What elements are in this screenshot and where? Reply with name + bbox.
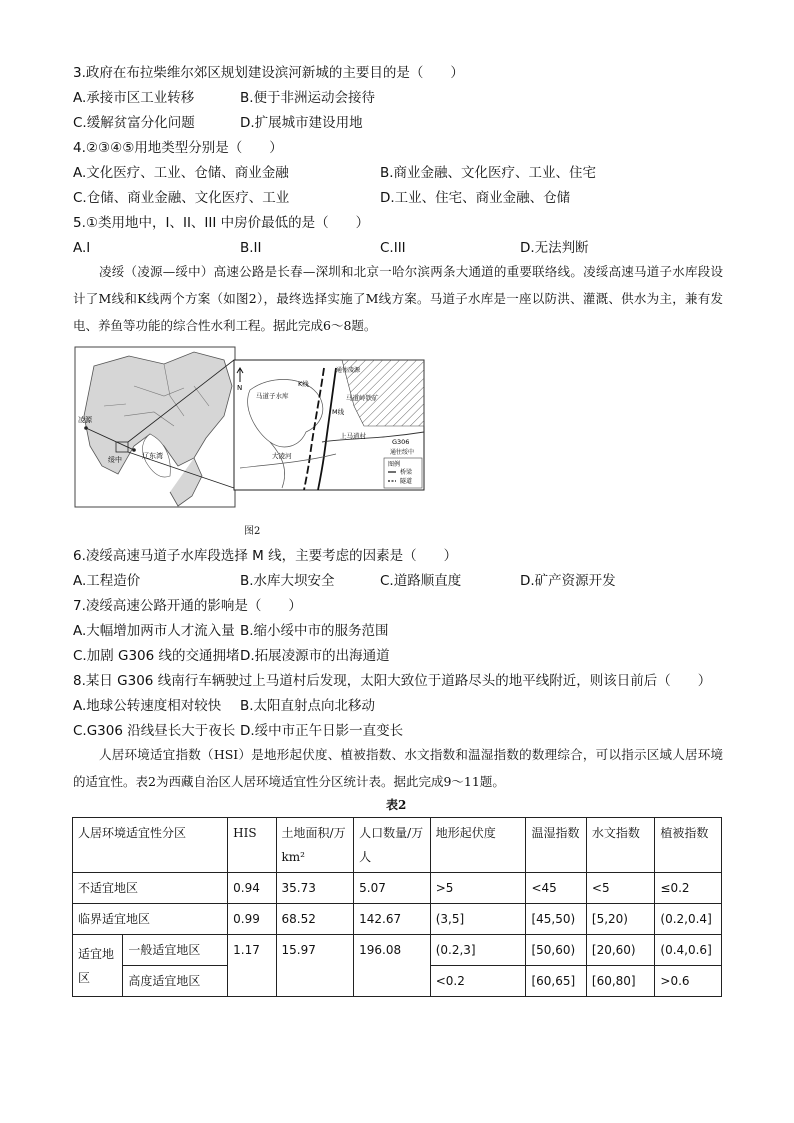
q6-option-c[interactable]: C.道路顺直度: [380, 573, 462, 589]
cell-temp-humidity: [50,60): [526, 935, 586, 966]
q3-option-d[interactable]: D.扩展城市建设用地: [240, 115, 363, 131]
lingyuan-dot: [84, 426, 88, 430]
figure-2-caption: 图2: [244, 526, 261, 537]
q7-stem: 7.凌绥高速公路开通的影响是（ ）: [73, 598, 302, 614]
cell-population: 142.67: [354, 904, 431, 935]
cell-vegetation: >0.6: [655, 966, 722, 997]
header-population: 人口数量/万人: [354, 818, 431, 873]
header-vegetation: 植被指数: [655, 818, 722, 873]
cell-vegetation: ≤0.2: [655, 873, 722, 904]
q6-option-d[interactable]: D.矿产资源开发: [520, 573, 616, 589]
cell-relief: >5: [430, 873, 526, 904]
cell-hydrology: <5: [586, 873, 655, 904]
q8-stem: 8.某日 G306 线南行车辆驶过上马道村后发现，太阳大致位于道路尽头的地平线附近，则该日前后（ ）: [73, 673, 712, 689]
cell-hydrology: [20,60): [586, 935, 655, 966]
cell-relief: <0.2: [430, 966, 526, 997]
label-mine: 马道岭铁矿: [346, 394, 379, 402]
cell-temp-humidity: [60,65]: [526, 966, 586, 997]
cell-zone: 高度适宜地区: [123, 966, 228, 997]
header-his: HIS: [228, 818, 276, 873]
header-hydrology: 水文指数: [586, 818, 655, 873]
cell-relief: (3,5]: [430, 904, 526, 935]
label-village: 上马道村: [340, 432, 366, 440]
suizhong-dot: [132, 448, 136, 452]
cell-population: 5.07: [354, 873, 431, 904]
q7-option-a[interactable]: A.大幅增加两市人才流入量: [73, 623, 235, 639]
hsi-table: [72, 817, 722, 997]
q4-option-c[interactable]: C.仓储、商业金融、文化医疗、工业: [73, 190, 290, 206]
legend-tunnel: 隧道: [400, 478, 413, 485]
cell-relief: (0.2,3]: [430, 935, 526, 966]
q3-option-c[interactable]: C.缓解贫富分化问题: [73, 115, 195, 131]
table-row: [73, 935, 722, 966]
q6-stem: 6.凌绥高速马道子水库段选择 M 线，主要考虑的因素是（ ）: [73, 548, 458, 564]
label-k-line: K线: [298, 380, 309, 388]
q4-option-d[interactable]: D.工业、住宅、商业金融、仓储: [380, 190, 571, 206]
q5-option-d[interactable]: D.无法判断: [520, 240, 589, 256]
q5-option-c[interactable]: C.III: [380, 240, 406, 256]
cell-temp-humidity: [45,50): [526, 904, 586, 935]
q5-stem: 5.①类用地中，I、II、III 中房价最低的是（ ）: [73, 215, 370, 231]
q8-option-d[interactable]: D.绥中市正午日影一直变长: [240, 723, 404, 739]
q8-option-a[interactable]: A.地球公转速度相对较快: [73, 698, 222, 714]
q7-option-c[interactable]: C.加剧 G306 线的交通拥堵: [73, 648, 240, 664]
passage-hsi: 人居环境适宜指数（HSI）是地形起伏度、植被指数、水文指数和温湿指数的数理综合，可以指示区域人居环境的适宜性。表2为西藏自治区人居环境适宜性分区统计表。据此完成9～11题。: [73, 747, 723, 789]
label-river: 大凌河: [272, 452, 292, 460]
cell-vegetation: (0.4,0.6]: [655, 935, 722, 966]
label-reservoir: 马道子水库: [256, 392, 289, 400]
q8-option-b[interactable]: B.太阳直射点向北移动: [240, 698, 376, 714]
q4-stem: 4.②③④⑤用地类型分别是（ ）: [73, 140, 283, 156]
label-m-line: M线: [332, 408, 345, 416]
q4-option-a[interactable]: A.文化医疗、工业、仓储、商业金融: [73, 165, 289, 181]
q5-option-b[interactable]: B.II: [240, 240, 262, 256]
q8-option-c[interactable]: C.G306 沿线昼长大于夜长: [73, 723, 236, 739]
header-temp-humidity: 温湿指数: [526, 818, 586, 873]
q5-option-a[interactable]: A.I: [73, 240, 91, 256]
figure-2-map: [74, 346, 426, 532]
q3-stem: 3.政府在布拉柴维尔郊区规划建设滨河新城的主要目的是（ ）: [73, 65, 464, 81]
cell-his: 0.99: [228, 904, 276, 935]
q4-option-b[interactable]: B.商业金融、文化医疗、工业、住宅: [380, 165, 597, 181]
cell-zone: 不适宜地区: [73, 873, 228, 904]
cell-his: 1.17: [228, 935, 276, 997]
cell-land-area: 15.97: [276, 935, 354, 997]
header-relief: 地形起伏度: [430, 818, 526, 873]
cell-hydrology: [60,80]: [586, 966, 655, 997]
label-to-lingyuan: 通往凌源: [336, 367, 361, 374]
cell-hydrology: [5,20): [586, 904, 655, 935]
q6-option-b[interactable]: B.水库大坝安全: [240, 573, 335, 589]
q3-option-a[interactable]: A.承接市区工业转移: [73, 90, 195, 106]
table-header-row: [73, 818, 722, 873]
header-land-area: 土地面积/万km²: [276, 818, 354, 873]
label-lingyuan: 凌源: [78, 416, 92, 424]
label-g306: G306: [392, 438, 410, 446]
q7-option-d[interactable]: D.拓展凌源市的出海通道: [240, 648, 390, 664]
table-row: [73, 904, 722, 935]
passage-lingsui: 凌绥（凌源—绥中）高速公路是长春—深圳和北京一哈尔滨两条大通道的重要联络线。凌绥高速马道子水库段设计了M线和K线两个方案（如图2），最终选择实施了M线方案。马道子水库是一座以防洪、灌溉、供水为主，兼有发电、养鱼等功能的综合性水利工程。据此完成6～8题。: [73, 264, 723, 333]
cell-zone: 临界适宜地区: [73, 904, 228, 935]
q3-option-b[interactable]: B.便于非洲运动会接待: [240, 90, 376, 106]
cell-population: 196.08: [354, 935, 431, 997]
label-to-suizhong: 通往绥中: [390, 449, 415, 456]
cell-temp-humidity: <45: [526, 873, 586, 904]
legend-title: 图例: [388, 461, 401, 468]
legend-bridge: 桥梁: [400, 469, 413, 476]
q7-option-b[interactable]: B.缩小绥中市的服务范围: [240, 623, 389, 639]
table-row: [73, 873, 722, 904]
cell-group-suitable: 适宜地区: [73, 935, 123, 997]
cell-land-area: 68.52: [276, 904, 354, 935]
cell-zone: 一般适宜地区: [123, 935, 228, 966]
label-suizhong: 绥中: [108, 456, 122, 464]
cell-his: 0.94: [228, 873, 276, 904]
cell-vegetation: (0.2,0.4]: [655, 904, 722, 935]
label-liaodong-bay: 辽东湾: [142, 452, 163, 460]
label-north: N: [237, 384, 243, 392]
header-zone: 人居环境适宜性分区: [73, 818, 228, 873]
q6-option-a[interactable]: A.工程造价: [73, 573, 141, 589]
cell-land-area: 35.73: [276, 873, 354, 904]
table-2-caption: 表2: [386, 798, 407, 812]
